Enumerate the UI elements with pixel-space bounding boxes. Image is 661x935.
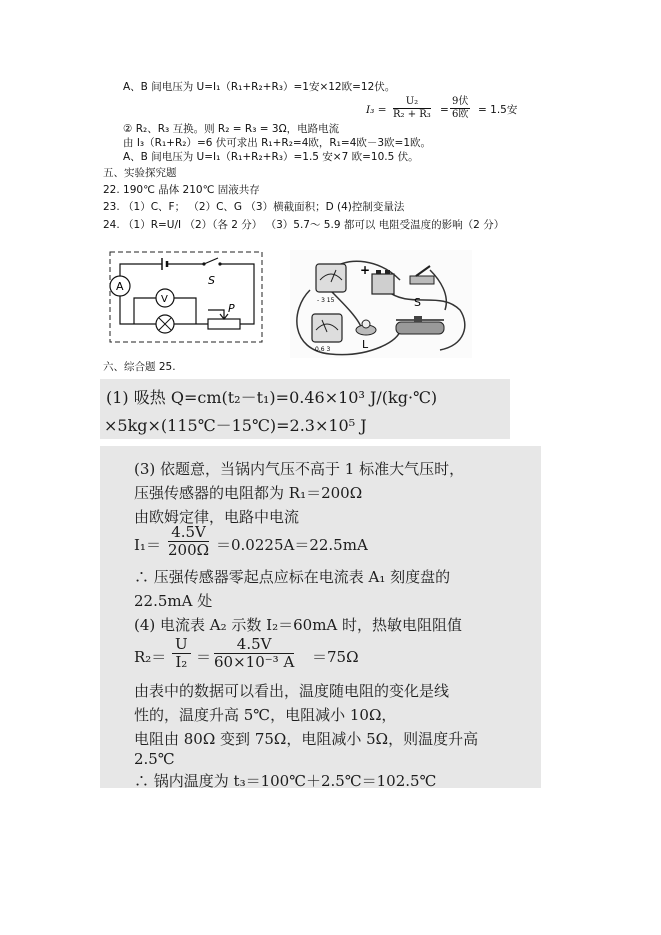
ammeter-device [312, 314, 342, 342]
switch-device [410, 276, 434, 284]
section-5-heading: 五、实验探究题 [103, 167, 177, 179]
i3-numerator-2: 9伏 [452, 96, 469, 107]
i3-fraction-2 [450, 96, 470, 121]
calc-line-3: 由 I₃（R₁+R₂）=6 伏可求出 R₁+R₂=4欧，R₁=4欧－3欧=1欧。 [123, 137, 432, 149]
formula-i1-lhs: I₁＝ [134, 536, 161, 554]
battery-device [372, 274, 394, 294]
wire-volt-right [174, 298, 196, 324]
rheostat-symbol [208, 319, 240, 329]
section-6-heading: 六、综合题 25. [103, 361, 176, 373]
switch-photo-label: S [414, 296, 421, 309]
battery-plus-label: + [360, 263, 371, 277]
i3-numerator: U₂ [393, 96, 431, 109]
scan1-line-2: ×5kg×(115℃－15℃)=2.3×10⁵ J [104, 416, 367, 435]
scan2-line-1: (3) 依题意，当锅内气压不高于 1 标准大气压时， [134, 460, 465, 478]
scan2-line-10: 2.5℃ [134, 750, 175, 768]
voltmeter-label: V [161, 294, 168, 305]
voltmeter-scale: - 3 15 [317, 297, 335, 304]
i3-fraction [393, 96, 431, 121]
scan2-line-5: 22.5mA 处 [134, 592, 213, 610]
voltmeter-device [316, 264, 346, 292]
scan2-line-3: 由欧姆定律，电路中电流 [134, 508, 300, 526]
switch-blade [204, 258, 218, 264]
formula-r2-equals: ＝ [196, 648, 212, 666]
formula-r2-lhs: R₂＝ [134, 648, 167, 666]
scan2-line-8: 性的，温度升高 5℃，电阻减小 10Ω， [134, 706, 397, 724]
calc-line-2: ② R₂、R₃ 互换。则 R₂ = R₃ = 3Ω，电路电流 [123, 123, 340, 135]
circuit-diagram [108, 250, 264, 345]
battery-terminal-1 [376, 270, 381, 274]
formula-r2-denominator-2: 60×10⁻³ A [214, 653, 295, 671]
switch-pivot [202, 262, 205, 265]
formula-i1-denominator: 200Ω [168, 541, 210, 559]
i3-denominator: R₂ + R₃ [393, 109, 431, 120]
scan2-line-2: 压强传感器的电阻都为 R₁＝200Ω [134, 484, 363, 502]
scan2-line-9: 电阻由 80Ω 变到 75Ω，电阻减小 5Ω，则温度升高 [134, 730, 479, 748]
apparatus-photo [290, 250, 472, 358]
formula-r2-numerator-2: 4.5V [214, 636, 294, 654]
formula-r2-numerator-1: U [172, 636, 191, 654]
formula-i1-numerator: 4.5V [168, 524, 209, 542]
calc-line-1: A、B 间电压为 U=I₁（R₁+R₂+R₃）=1安×12欧=12伏。 [123, 81, 396, 93]
scan1-line-1: (1) 吸热 Q=cm(t₂－t₁)=0.46×10³ J/(kg·℃) [106, 388, 438, 407]
formula-r2-denominator-1: I₂ [175, 653, 188, 671]
formula-r2-fraction-2 [214, 636, 294, 671]
ammeter-label: A [116, 280, 124, 293]
scan2-line-4: ∴ 压强传感器零起点应标在电流表 A₁ 刻度盘的 [134, 568, 451, 586]
calc-line-4: A、B 间电压为 U=I₁（R₁+R₂+R₃）=1.5 安×7 欧=10.5 伏。 [123, 151, 419, 163]
battery-terminal-2 [385, 270, 390, 274]
scan2-line-7: 由表中的数据可以看出，温度随电阻的变化是线 [134, 682, 450, 700]
wire-volt-left [134, 298, 156, 324]
formula-i1-fraction [168, 524, 209, 559]
answer-22: 22. 190℃ 晶体 210℃ 固液共存 [103, 184, 260, 196]
i3-denominator-2: 6欧 [452, 109, 469, 120]
ammeter-scale: 0.6 3 [315, 346, 331, 353]
scan2-line-11: ∴ 锅内温度为 t₃＝100℃＋2.5℃＝102.5℃ [134, 772, 437, 788]
scanned-answer-1 [100, 379, 510, 439]
i3-result: = 1.5安 [478, 104, 518, 116]
rheostat-device [396, 322, 444, 334]
lamp-bulb [362, 320, 370, 328]
formula-i1-rhs: ＝0.0225A＝22.5mA [216, 536, 368, 554]
switch-label: S [208, 274, 215, 287]
rheostat-slider-knob [414, 316, 422, 322]
formula-r2-fraction-1 [172, 636, 191, 671]
slider-label: P [228, 302, 235, 315]
i3-equals: = [440, 104, 449, 116]
scanned-answer-2 [100, 446, 541, 788]
answer-24: 24. （1）R=U/I （2）（各 2 分） （3）5.7～ 5.9 都可以 电阻受温度的影响（2 分） [103, 219, 505, 231]
answer-23: 23. （1）C、F； （2）C、G （3）横截面积；D (4)控制变量法 [103, 201, 405, 213]
wire-left-bottom [120, 296, 134, 324]
wire-right [220, 264, 254, 324]
formula-r2-rhs: ＝75Ω [312, 648, 359, 666]
lamp-photo-label: L [362, 338, 369, 351]
scan2-line-6: (4) 电流表 A₂ 示数 I₂＝60mA 时，热敏电阻阻值 [134, 616, 463, 634]
i3-label: I₃ = [366, 104, 387, 116]
